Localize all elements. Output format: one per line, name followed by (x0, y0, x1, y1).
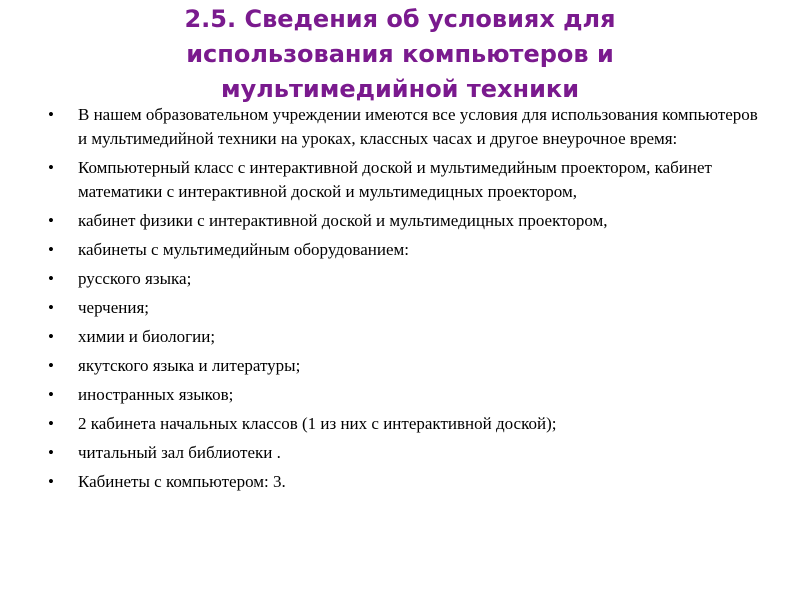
list-item (48, 267, 768, 291)
list-item-text: кабинеты с мультимедийным оборудованием: (78, 240, 409, 259)
list-item (48, 354, 768, 378)
list-item-text: химии и биологии; (78, 327, 216, 346)
list-item-text: якутского языка и литературы; (78, 356, 301, 375)
bullet-icon: • (48, 327, 54, 346)
list-item (48, 383, 768, 407)
bullet-icon: • (48, 240, 54, 259)
bullet-icon: • (48, 443, 54, 462)
bullet-icon: • (48, 298, 54, 317)
list-item-text: русского языка; (78, 269, 192, 288)
list-item-text: иностранных языков; (78, 385, 234, 404)
list-item (48, 296, 768, 320)
bullet-icon: • (48, 356, 54, 375)
slide-title: 2.5. Сведения об условиях для использования компьютеров и мультимедийной техники (184, 5, 616, 103)
list-item-text: В нашем образовательном учреждении имеются все условия для использования компьютеров и мультимедийной техники на уроках, классных часах и другое внеурочное время: (78, 105, 758, 148)
list-item (48, 156, 768, 204)
list-item (48, 470, 768, 494)
list-item-text: кабинет физики с интерактивной доской и мультимедицных проектором, (78, 211, 608, 230)
list-item-text: Кабинеты с компьютером: 3. (78, 472, 286, 491)
bullet-icon: • (48, 472, 54, 491)
bullet-icon: • (48, 211, 54, 230)
list-item (48, 412, 768, 436)
list-item (48, 325, 768, 349)
bullet-icon: • (48, 105, 54, 124)
bullet-list (48, 103, 768, 499)
bullet-icon: • (48, 269, 54, 288)
bullet-icon: • (48, 414, 54, 433)
list-item (48, 209, 768, 233)
list-item-text: черчения; (78, 298, 150, 317)
list-item-text: 2 кабинета начальных классов (1 из них с интерактивной доской); (78, 414, 557, 433)
list-item (48, 441, 768, 465)
bullet-icon: • (48, 158, 54, 177)
bullet-icon: • (48, 385, 54, 404)
list-item-text: читальный зал библиотеки . (78, 443, 281, 462)
list-item-text: Компьютерный класс с интерактивной доской и мультимедийным проектором, кабинет математики с интерактивной доской и мультимедицных проектором, (78, 158, 712, 201)
list-item (48, 238, 768, 262)
list-item (48, 103, 768, 151)
